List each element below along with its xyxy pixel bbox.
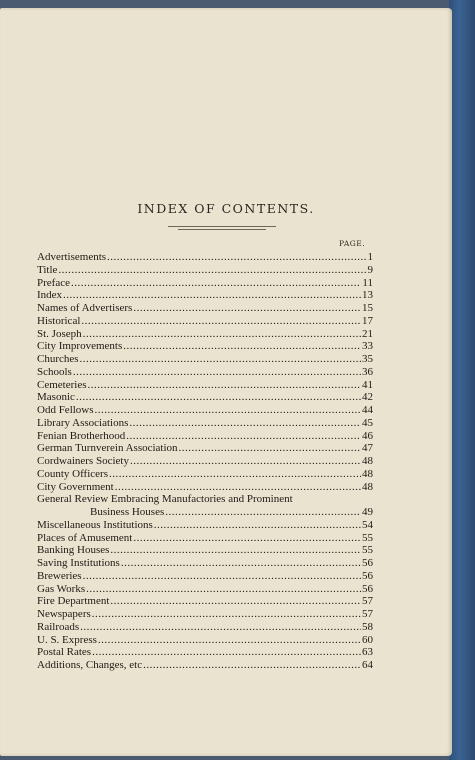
entry-label: Schools bbox=[37, 365, 72, 378]
dot-leader bbox=[95, 404, 361, 417]
dot-leader bbox=[130, 455, 361, 468]
entry-label: Masonic bbox=[37, 391, 75, 404]
dot-leader bbox=[133, 532, 361, 545]
dot-leader bbox=[129, 417, 361, 430]
entry-page-number: 63 bbox=[362, 646, 373, 659]
entry-label: Breweries bbox=[37, 569, 82, 582]
entry-label: Churches bbox=[37, 353, 79, 365]
entry-page-number: 47 bbox=[362, 442, 373, 455]
dot-leader bbox=[123, 340, 361, 353]
dot-leader bbox=[109, 468, 361, 481]
contents-entry bbox=[37, 328, 373, 341]
entry-page-number: 55 bbox=[362, 544, 373, 557]
entry-label: City Government bbox=[37, 480, 114, 493]
entry-label: General Review Embracing Manufactories and Prominent bbox=[37, 493, 293, 506]
dot-leader bbox=[133, 302, 361, 315]
contents-entry bbox=[37, 315, 373, 328]
contents-entry bbox=[37, 481, 373, 494]
contents-entry bbox=[37, 519, 373, 532]
entry-label: Saving Institutions bbox=[37, 557, 120, 569]
entry-page-number: 36 bbox=[362, 365, 373, 378]
entry-label-continued: Business Houses bbox=[90, 506, 165, 518]
contents-entry bbox=[37, 557, 373, 570]
contents-entry bbox=[37, 608, 373, 621]
page-title: INDEX OF CONTENTS. bbox=[137, 201, 315, 216]
contents-entry bbox=[37, 595, 373, 608]
book-page bbox=[0, 8, 452, 756]
contents-entry bbox=[37, 251, 373, 264]
entry-label: Historical bbox=[37, 314, 81, 327]
dot-leader bbox=[83, 570, 361, 583]
dot-leader bbox=[107, 251, 366, 264]
bleed-through-text bbox=[38, 88, 418, 135]
entry-page-number: 56 bbox=[362, 557, 373, 569]
entry-page-number: 45 bbox=[362, 416, 373, 429]
entry-page-number: 58 bbox=[362, 620, 373, 633]
entry-page-number: 64 bbox=[362, 659, 373, 671]
entry-page-number: 46 bbox=[362, 429, 373, 442]
dot-leader bbox=[76, 391, 361, 404]
dot-leader bbox=[179, 442, 361, 455]
contents-entry bbox=[37, 264, 373, 277]
dot-leader bbox=[165, 506, 361, 519]
entry-page-number: 55 bbox=[362, 531, 373, 544]
entry-label: Odd Fellows bbox=[37, 404, 94, 416]
entry-label: Railroads bbox=[37, 620, 80, 633]
entry-page-number: 9 bbox=[367, 263, 373, 276]
entry-label: City Improvements bbox=[37, 340, 123, 353]
entry-label: Title bbox=[37, 263, 58, 276]
entry-label: St. Joseph bbox=[37, 327, 82, 340]
contents-entry bbox=[37, 493, 373, 519]
entry-label: Fire Department bbox=[37, 595, 110, 608]
entry-page-number: 17 bbox=[362, 314, 373, 327]
contents-entry bbox=[37, 659, 373, 672]
contents-entry bbox=[37, 289, 373, 302]
contents-entry bbox=[37, 544, 373, 557]
contents-entry bbox=[37, 634, 373, 647]
contents-entry bbox=[37, 353, 373, 366]
entry-label: County Officers bbox=[37, 467, 108, 480]
entry-label: Newspapers bbox=[37, 608, 91, 620]
contents-entry bbox=[37, 302, 373, 315]
contents-entry bbox=[37, 391, 373, 404]
entry-page-number: 13 bbox=[362, 289, 373, 302]
entry-page-number: 41 bbox=[362, 378, 373, 391]
dot-leader bbox=[73, 366, 361, 379]
entry-label: German Turnverein Association bbox=[37, 442, 178, 455]
contents-entry bbox=[37, 366, 373, 379]
entry-page-number: 42 bbox=[362, 391, 373, 404]
entry-label: Postal Rates bbox=[37, 646, 92, 659]
dot-leader bbox=[121, 557, 361, 570]
contents-entry bbox=[37, 583, 373, 596]
dot-leader bbox=[115, 481, 361, 494]
entry-page-number: 33 bbox=[362, 340, 373, 353]
entry-label: Places of Amusement bbox=[37, 531, 133, 544]
entry-label: Advertisements bbox=[37, 251, 107, 263]
entry-page-number: 48 bbox=[362, 467, 373, 480]
entry-page-number: 35 bbox=[362, 353, 373, 365]
entry-page-number: 57 bbox=[362, 595, 373, 608]
contents-entry bbox=[37, 277, 373, 290]
dot-leader bbox=[86, 583, 361, 596]
entry-page-number: 1 bbox=[367, 251, 373, 263]
dot-leader bbox=[143, 659, 361, 672]
dot-leader bbox=[154, 519, 361, 532]
dot-leader bbox=[87, 379, 361, 392]
contents-entry bbox=[37, 455, 373, 468]
dot-leader bbox=[83, 328, 361, 341]
contents-entry bbox=[37, 468, 373, 481]
dot-leader bbox=[63, 289, 361, 302]
dot-leader bbox=[110, 595, 361, 608]
dot-leader bbox=[71, 277, 361, 290]
entry-label: Names of Advertisers bbox=[37, 302, 133, 314]
entry-label: Index bbox=[37, 289, 63, 302]
dot-leader bbox=[110, 544, 361, 557]
entry-label: Library Associations bbox=[37, 416, 129, 429]
contents-entry bbox=[37, 621, 373, 634]
entry-label: Additions, Changes, etc bbox=[37, 659, 143, 671]
dot-leader bbox=[92, 608, 361, 621]
contents-entry bbox=[37, 442, 373, 455]
entry-page-number: 60 bbox=[362, 633, 373, 646]
entry-label: Banking Houses bbox=[37, 544, 110, 557]
contents-list bbox=[37, 251, 373, 672]
contents-entry bbox=[37, 404, 373, 417]
contents-entry bbox=[37, 417, 373, 430]
dot-leader bbox=[58, 264, 366, 277]
entry-label: Preface bbox=[37, 276, 70, 289]
book-cover-edge bbox=[449, 0, 475, 760]
entry-page-number: 48 bbox=[362, 480, 373, 493]
entry-page-number: 57 bbox=[362, 608, 373, 620]
title-rule-bottom bbox=[178, 229, 266, 230]
contents-entry bbox=[37, 570, 373, 583]
dot-leader bbox=[80, 353, 361, 366]
page-column-label: PAGE. bbox=[339, 239, 366, 248]
entry-page-number: 56 bbox=[362, 582, 373, 595]
dot-leader bbox=[126, 430, 361, 443]
entry-page-number: 15 bbox=[362, 302, 373, 314]
entry-page-number: 56 bbox=[362, 569, 373, 582]
entry-label: U. S. Express bbox=[37, 633, 97, 646]
entry-label: Cemeteries bbox=[37, 378, 87, 391]
entry-page-number: 44 bbox=[362, 404, 373, 416]
entry-page-number: 48 bbox=[362, 455, 373, 467]
title-rule-top bbox=[168, 226, 276, 227]
entry-page-number: 11 bbox=[362, 276, 373, 289]
dot-leader bbox=[98, 634, 361, 647]
contents-entry bbox=[37, 646, 373, 659]
entry-page-number: 21 bbox=[362, 327, 373, 340]
contents-entry bbox=[37, 532, 373, 545]
dot-leader bbox=[80, 621, 361, 634]
entry-label: Fenian Brotherhood bbox=[37, 429, 126, 442]
contents-entry bbox=[37, 379, 373, 392]
entry-label: Cordwainers Society bbox=[37, 455, 129, 467]
entry-label: Miscellaneous Institutions bbox=[37, 518, 153, 531]
entry-continuation-line bbox=[37, 506, 373, 519]
entry-page-number: 49 bbox=[362, 506, 373, 518]
dot-leader bbox=[81, 315, 361, 328]
contents-entry bbox=[37, 430, 373, 443]
entry-label: Gas Works bbox=[37, 582, 86, 595]
dot-leader bbox=[92, 646, 361, 659]
contents-entry bbox=[37, 340, 373, 353]
entry-page-number: 54 bbox=[362, 518, 373, 531]
